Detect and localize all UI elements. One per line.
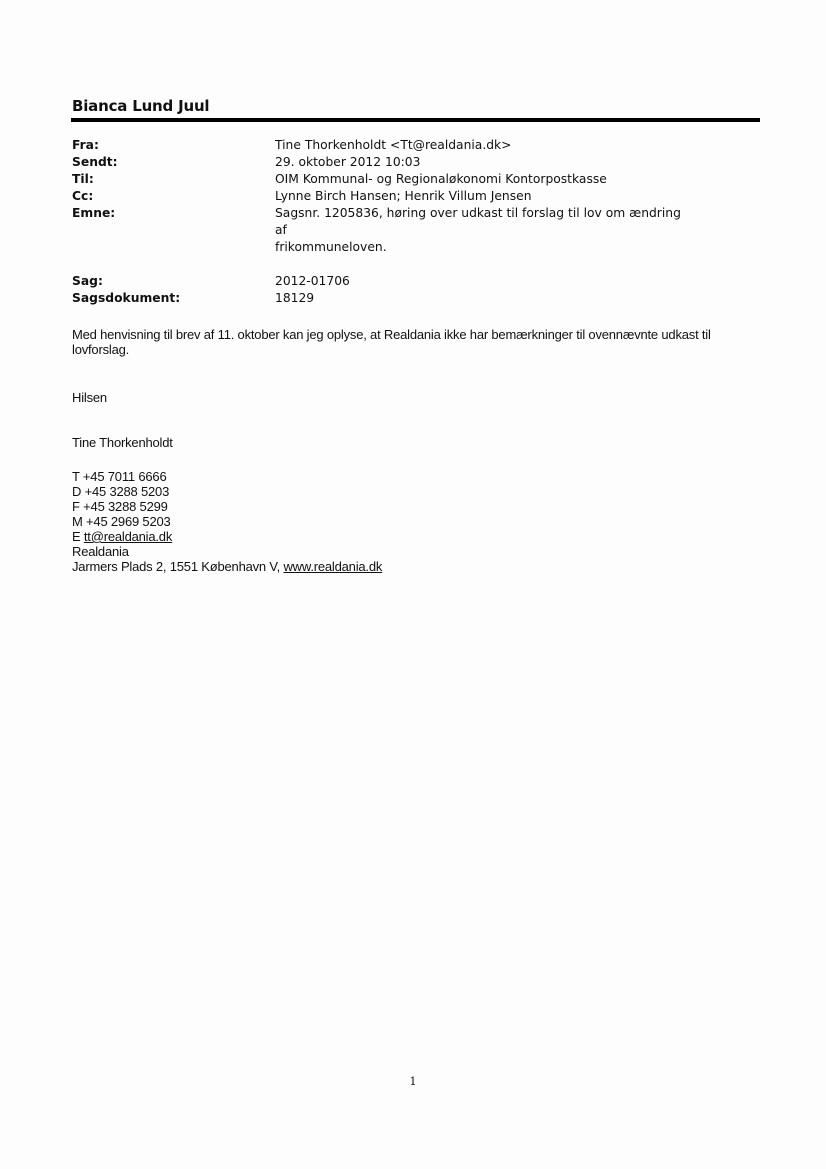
phone-f: F +45 3288 5299 [72,499,168,514]
document-value: 18129 [275,291,315,305]
website-link[interactable]: www.realdania.dk [283,559,383,574]
page-number: 1 [409,1075,417,1088]
phone-t: T +45 7011 6666 [72,469,167,484]
header-row-subject [72,205,762,256]
header-row-sent [72,154,762,171]
cc-value: Lynne Birch Hansen; Henrik Villum Jensen [275,189,532,203]
message-paragraph-line1: Med henvisning til brev af 11. oktober kan jeg oplyse, at Realdania ikke har bemærkninger til ovennævnte udkast til [72,327,711,342]
from-label: Fra: [72,138,99,152]
header-spacer [72,256,762,273]
email-link[interactable]: tt@realdania.dk [83,529,173,544]
header-divider [71,118,760,122]
greeting: Hilsen [72,390,107,405]
email-header [72,137,762,307]
to-value: OIM Kommunal- og Regionaløkonomi Kontorpostkasse [275,172,607,186]
sent-value: 29. oktober 2012 10:03 [275,155,421,169]
message-paragraph-line2: lovforslag. [72,342,130,357]
phone-m: M +45 2969 5203 [72,514,171,529]
subject-value-line2: frikommuneloven. [275,240,387,254]
header-row-to [72,171,762,188]
cc-label: Cc: [72,189,94,203]
message-paragraph [72,327,762,357]
signer-name: Tine Thorkenholdt [72,435,173,450]
document-label: Sagsdokument: [72,291,181,305]
header-row-from [72,137,762,154]
header-row-case [72,273,762,290]
address: Jarmers Plads 2, 1551 København V, [72,559,284,574]
from-value: Tine Thorkenholdt <Tt@realdania.dk> [275,138,512,152]
subject-value [275,205,695,256]
to-label: Til: [72,172,94,186]
subject-value-line1: Sagsnr. 1205836, høring over udkast til forslag til lov om ændring af [275,206,681,237]
header-row-cc [72,188,762,205]
contact-block [72,469,762,574]
email-line [72,529,762,544]
organization: Realdania [72,544,129,559]
sent-label: Sendt: [72,155,118,169]
case-label: Sag: [72,274,103,288]
address-line [72,559,762,574]
mailbox-owner-name: Bianca Lund Juul [72,97,210,115]
subject-label: Emne: [72,206,116,220]
phone-d: D +45 3288 5203 [72,484,170,499]
case-value: 2012-01706 [275,274,350,288]
header-row-document [72,290,762,307]
email-prefix: E [72,529,84,544]
